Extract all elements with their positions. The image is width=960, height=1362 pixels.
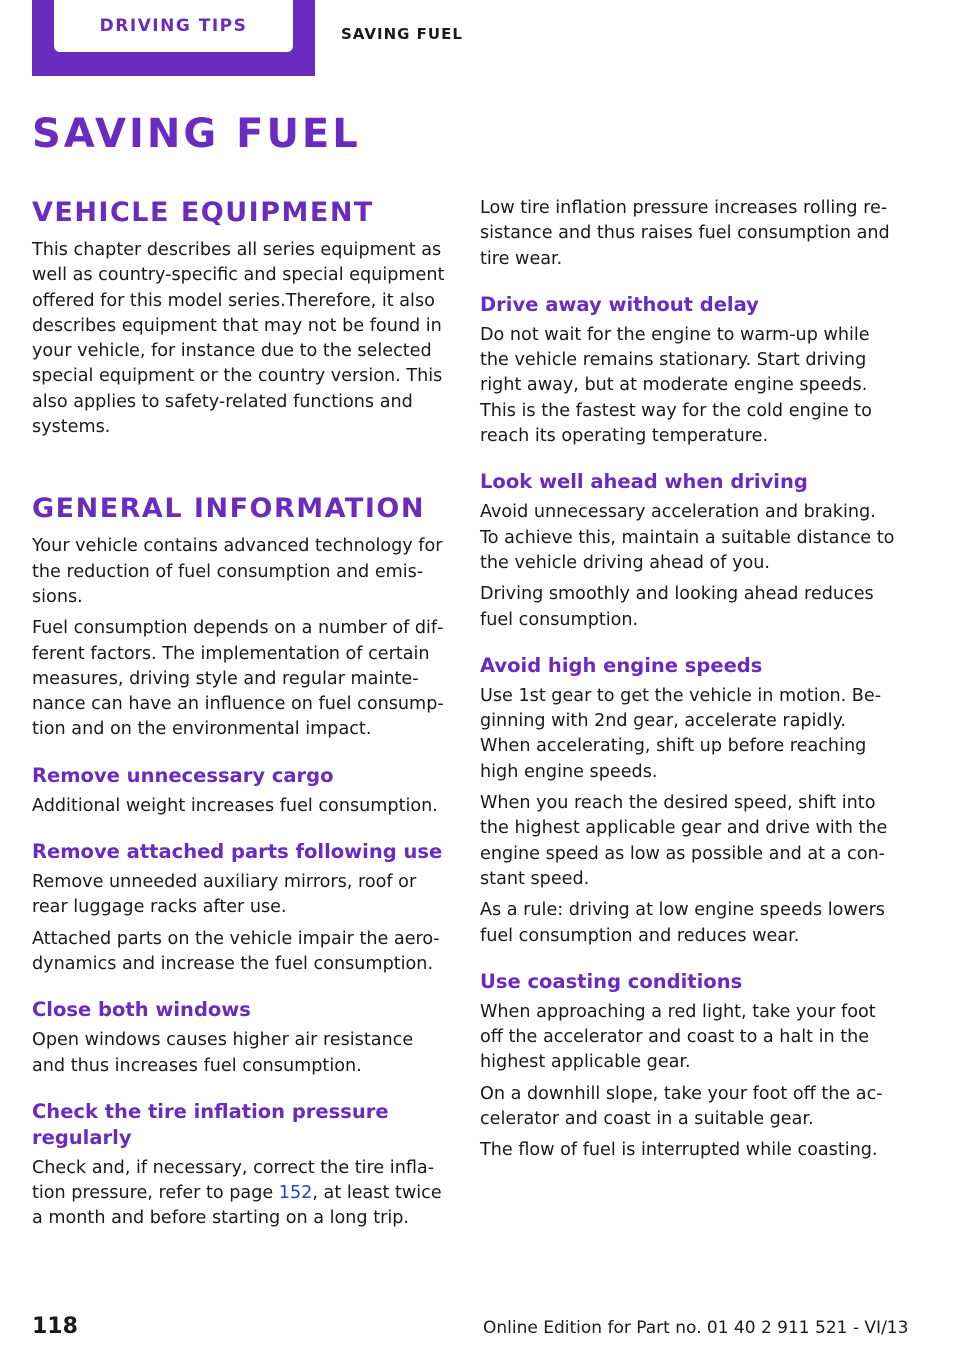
chapter-tab-inner — [54, 0, 293, 52]
paragraph-avoid-high-1: Use 1st gear to get the vehicle in motion. Beginning with 2nd gear, accelerate rapidly. When accelerating, shift up before reaching high engine speeds. — [480, 685, 882, 782]
heading-tire-pressure: Check the tire inflation pressure regularly — [32, 1099, 389, 1149]
paragraph-coasting-3: The flow of fuel is interrupted while coasting. — [480, 1140, 878, 1161]
paragraph-look-ahead-2: Driving smoothly and looking ahead reduces fuel consumption. — [480, 584, 874, 630]
heading-close-windows: Close both windows — [32, 998, 251, 1022]
section-label: SAVING FUEL — [341, 25, 463, 43]
chapter-tab[interactable] — [32, 0, 315, 76]
paragraph-drive-away: Do not wait for the engine to warm-up while the vehicle remains stationary. Start driving right away, but at moderate engine speeds. This is the fastest way for the cold engine to reach its operating temperature. — [480, 324, 872, 447]
heading-remove-parts: Remove attached parts following use — [32, 840, 443, 864]
heading-look-ahead: Look well ahead when driving — [480, 470, 808, 494]
paragraph-tire-pressure — [32, 1156, 450, 1232]
chapter-label: DRIVING TIPS — [99, 16, 248, 36]
left-column — [32, 196, 450, 1238]
heading-general-information: GENERAL INFORMATION — [32, 493, 425, 525]
paragraph-avoid-high-2: When you reach the desired speed, shift into the highest applicable gear and drive with the engine speed as low as possible and at a constant speed. — [480, 793, 888, 889]
right-column — [480, 196, 898, 1170]
paragraph-vehicle-equipment: This chapter describes all series equipment as well as country-specific and special equipment offered for this model series.Therefore, it also describes equipment that may not be found in your vehicle, for instance due to the selected special equipment or the country version. This also applies to safety-related functions and systems. — [32, 240, 445, 438]
page-title: SAVING FUEL — [32, 111, 361, 157]
heading-remove-cargo: Remove unnecessary cargo — [32, 763, 334, 787]
heading-coasting: Use coasting conditions — [480, 969, 743, 993]
heading-avoid-high-speeds: Avoid high engine speeds — [480, 653, 763, 677]
paragraph-tire-intro: Low tire inflation pressure increases rolling resistance and thus raises fuel consumption and tire wear. — [480, 198, 890, 269]
paragraph-remove-parts-2: Attached parts on the vehicle impair the aerodynamics and increase the fuel consumption. — [32, 928, 440, 974]
paragraph-remove-parts-1: Remove unneeded auxiliary mirrors, roof or rear luggage racks after use. — [32, 872, 417, 918]
heading-vehicle-equipment: VEHICLE EQUIPMENT — [32, 197, 374, 228]
paragraph-general-2: Fuel consumption depends on a number of different factors. The implementation of certain measures, driving style and regular maintenance can have an influence on fuel consumption and on the environmental impact. — [32, 618, 444, 740]
paragraph-avoid-high-3: As a rule: driving at low engine speeds lowers fuel consumption and reduces wear. — [480, 900, 885, 946]
tire-pressure-text-start: Check and, if necessary, correct the tire inflation pressure, refer to page — [32, 1157, 435, 1204]
tire-pressure-text-end: , at least twice a month and before starting on a long trip. — [32, 1183, 442, 1229]
paragraph-general-1: Your vehicle contains advanced technology for the reduction of fuel consumption and emissions. — [32, 536, 443, 607]
paragraph-look-ahead-1: Avoid unnecessary acceleration and braking. To achieve this, maintain a suitable distance to the vehicle driving ahead of you. — [480, 502, 895, 573]
edition-note: Online Edition for Part no. 01 40 2 911 521 - VI/13 — [483, 1318, 909, 1338]
heading-drive-away: Drive away without delay — [480, 292, 759, 316]
paragraph-remove-cargo: Additional weight increases fuel consumption. — [32, 795, 438, 816]
paragraph-close-windows: Open windows causes higher air resistance and thus increases fuel consumption. — [32, 1030, 414, 1076]
page-number: 118 — [32, 1314, 78, 1339]
paragraph-coasting-2: On a downhill slope, take your foot off the accelerator and coast in a suitable gear. — [480, 1083, 883, 1130]
page-reference-link[interactable]: 152 — [278, 1183, 313, 1204]
paragraph-coasting-1: When approaching a red light, take your foot off the accelerator and coast to a halt in the highest applicable gear. — [480, 1001, 876, 1073]
